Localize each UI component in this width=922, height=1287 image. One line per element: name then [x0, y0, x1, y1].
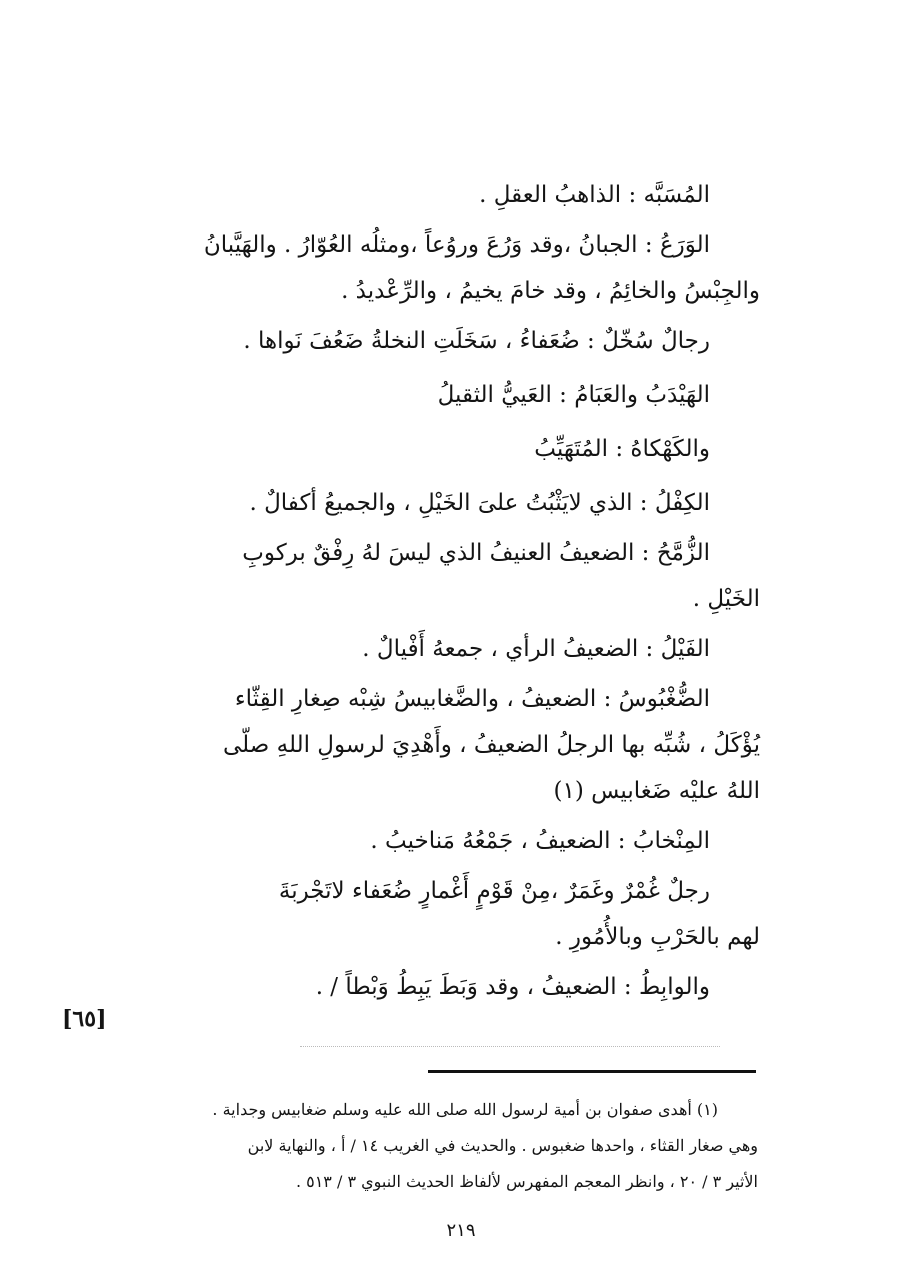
entry-line: والجِبْسُ والخائِمُ ، وقد خامَ يخيمُ ، والرِّعْديدُ . — [341, 278, 760, 304]
faint-divider — [300, 1046, 720, 1047]
entry-line: لهم بالحَرْبِ وبالأُمُورِ . — [555, 924, 760, 950]
entry-line: الهَيْدَبُ والعَبَامُ : العَييُّ الثقيلُ — [437, 382, 710, 408]
entry-line: الضُّغْبُوسُ : الضعيفُ ، والضَّغابيسُ شِبْه صِغارِ القِثّاء — [234, 686, 710, 712]
manuscript-folio-marker: [٦٥] — [62, 1006, 107, 1032]
dictionary-entries — [140, 168, 760, 1014]
entry-line: الكِفْلُ : الذي لايَثْبُتُ علىَ الخَيْلِ ، والجميعُ أكفالٌ . — [249, 490, 710, 516]
entry-line: والوابِطُ : الضعيفُ ، وقد وَبَطَ يَبِطُ وَبْطاً / . — [315, 974, 710, 1000]
footnote-line: (١) أهدى صفوان بن أمية لرسول الله صلى الله عليه وسلم ضغابيس وجداية . — [212, 1100, 718, 1119]
entry-line: الفَيْلُ : الضعيفُ الرأي ، جمعهُ أَفْيالٌ . — [362, 636, 710, 662]
entry-line: رجالٌ سُخّلٌ : ضُعَفاءُ ، سَخَلَتِ النخلةُ ضَعُفَ نَواها . — [243, 328, 710, 354]
entry-line: اللهُ عليْه ضَغابيس (١) — [553, 778, 760, 804]
entry-line: والكَهْكاهُ : المُتَهَيِّبُ — [534, 436, 710, 462]
entry-line: يُؤْكَلُ ، شُبِّه بها الرجلُ الضعيفُ ، وأَهْدِيَ لرسولِ اللهِ صلّى — [223, 732, 760, 758]
footnote-line: الأثير ٣ / ٢٠ ، وانظر المعجم المفهرس لألفاظ الحديث النبوي ٣ / ٥١٣ . — [295, 1172, 758, 1191]
footnote-line: وهي صغار القثاء ، واحدها ضغبوس . والحديث في الغريب ١٤ / أ ، والنهاية لابن — [247, 1136, 758, 1155]
entry-line: المِنْخابُ : الضعيفُ ، جَمْعُهُ مَناخيبُ . — [370, 828, 710, 854]
footnote — [128, 1092, 758, 1200]
entry-line: الزُّمَّحُ : الضعيفُ العنيفُ الذي ليسَ لهُ رِفْقٌ بركوبِ — [242, 540, 710, 566]
entry-line: المُسَبَّه : الذاهبُ العقلِ . — [479, 182, 710, 208]
page-number: ٢١٩ — [446, 1220, 476, 1241]
entry-line: رجلٌ غُمْرٌ وغَمَرٌ ،مِنْ قَوْمٍ أَغْمارٍ ضُعَفاء لاتَجْربَةَ — [278, 878, 710, 904]
footnote-rule — [428, 1070, 756, 1073]
entry-line: الخَيْلِ . — [692, 586, 760, 612]
entry-line: الوَرَعُ : الجبانُ ،وقد وَرُعَ وروُعاً ،ومثلُه العُوّارُ . والهَيَّبانُ — [203, 232, 710, 258]
